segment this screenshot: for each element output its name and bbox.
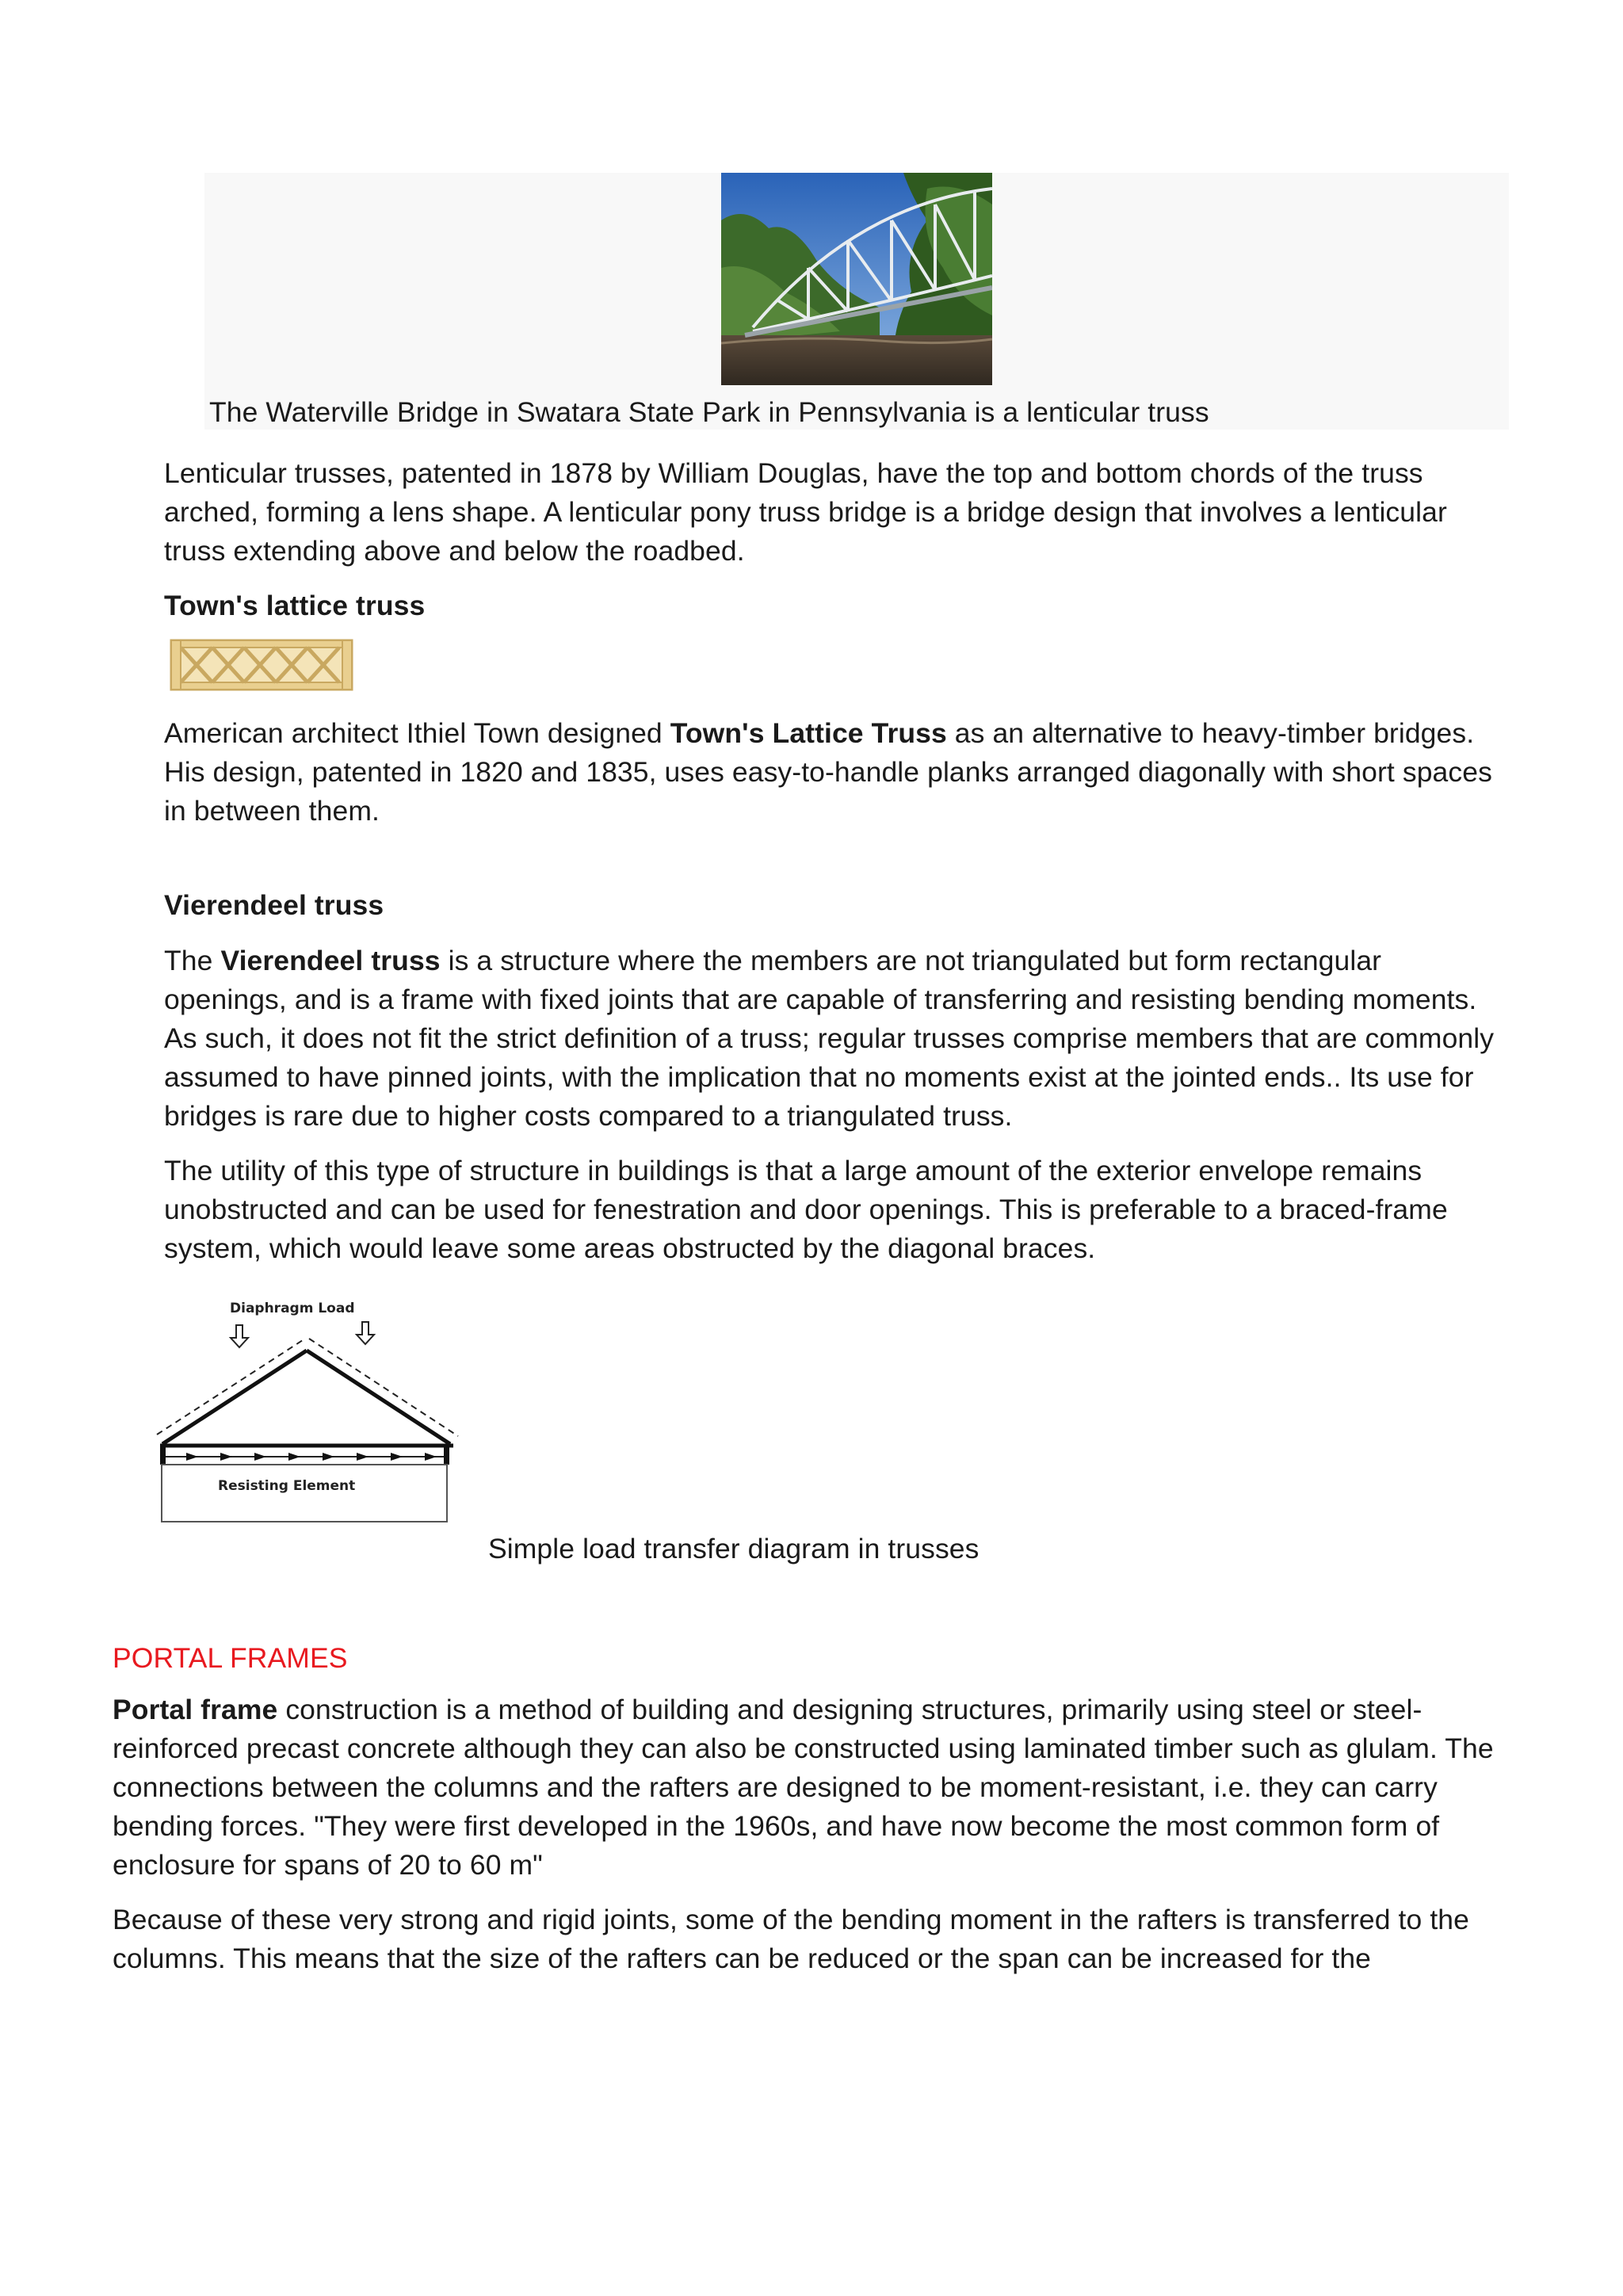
- lattice-paragraph: [164, 714, 1511, 831]
- vierendeel-heading: Vierendeel truss: [164, 889, 384, 921]
- bridge-caption: The Waterville Bridge in Swatara State Park in Pennsylvania is a lenticular truss: [209, 396, 1209, 428]
- vierendeel-p1-bold: Vierendeel truss: [220, 945, 441, 976]
- lattice-p-before: American architect Ithiel Town designed: [164, 717, 670, 749]
- vierendeel-p1-after: is a structure where the members are not triangulated but form rectangular openings, and is a frame with fixed joints that are capable of transferring and resisting bending moments. As such, it does not fit the strict definition of a truss; regular trusses comprise members that are commonly assumed to have pinned joints, with the implication that no moments exist at the jointed ends.. Its use for bridges is rare due to higher costs compared to a triangulated truss.: [164, 945, 1495, 1132]
- waterville-bridge-photo: [721, 173, 992, 385]
- portal-p1-after: construction is a method of building and designing structures, primarily using steel or steel-reinforced precast concrete although they can also be constructed using laminated timber such as glulam. The connections between the columns and the rafters are designed to be moment-resistant, i.e. they can carry bending forces. "They were first developed in the 1960s, and have now become the most common form of enclosure for spans of 20 to 60 m": [113, 1694, 1494, 1881]
- load-arrow-icon: [231, 1325, 248, 1347]
- lenticular-paragraph: Lenticular trusses, patented in 1878 by William Douglas, have the top and bottom chords of the truss arched, forming a lens shape. A lenticular pony truss bridge is a bridge design that involves a lenticular truss extending above and below the roadbed.: [164, 457, 1447, 567]
- lattice-p-after: as an alternative to heavy-timber bridges. His design, patented in 1820 and 1835, uses easy-to-handle planks arranged diagonally with short spaces in between them.: [164, 717, 1492, 827]
- portal-p1-bold: Portal frame: [113, 1694, 278, 1725]
- vierendeel-p1-before: The: [164, 945, 221, 976]
- load-transfer-diagram: [151, 1295, 460, 1525]
- diagram-bottom-label: Resisting Element: [218, 1478, 356, 1494]
- diagram-top-label: Diaphragm Load: [230, 1301, 355, 1316]
- lattice-truss-illustration: [170, 639, 353, 691]
- portal-paragraph-1: [113, 1690, 1515, 1885]
- load-arrow-icon: [357, 1322, 374, 1344]
- vierendeel-paragraph-1: [164, 942, 1511, 1136]
- portal-frames-heading: PORTAL FRAMES: [113, 1642, 348, 1674]
- vierendeel-paragraph-2: The utility of this type of structure in buildings is that a large amount of the exterior envelope remains unobstructed and can be used for fenestration and door openings. This is preferable to a braced-frame system, which would leave some areas obstructed by the diagonal braces.: [164, 1155, 1448, 1264]
- lattice-heading: Town's lattice truss: [164, 590, 426, 621]
- load-diagram-caption: Simple load transfer diagram in trusses: [488, 1533, 980, 1564]
- portal-paragraph-2: Because of these very strong and rigid joints, some of the bending moment in the rafters is transferred to the columns. This means that the size of the rafters can be reduced or the span can be increased for the: [113, 1904, 1469, 1974]
- lattice-p-bold: Town's Lattice Truss: [670, 717, 947, 749]
